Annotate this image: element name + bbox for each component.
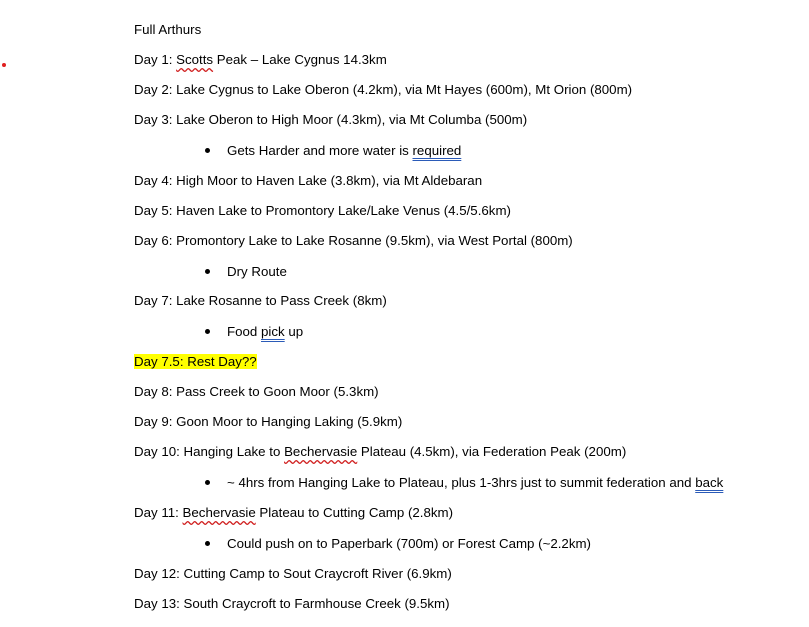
text-run: Day 8: Pass Creek to Goon Moor (5.3km) xyxy=(134,384,379,399)
text-run: Day 3: Lake Oberon to High Moor (4.3km), via Mt Columba (500m) xyxy=(134,112,528,127)
text-run: up xyxy=(284,324,304,339)
line-text xyxy=(227,475,723,490)
line-text xyxy=(134,233,573,248)
text-run: Day 2: Lake Cygnus to Lake Oberon (4.2km), via Mt Hayes (600m), Mt Orion (800m) xyxy=(134,82,633,97)
day-line xyxy=(134,443,626,461)
text-run: Food xyxy=(227,324,262,339)
day-line xyxy=(134,292,387,310)
text-run: Day 9: Goon Moor to Hanging Laking (5.9km) xyxy=(134,414,403,429)
line-text xyxy=(134,414,402,429)
bullet-item xyxy=(205,142,461,160)
text-run: Day 12: Cutting Camp to Sout Craycroft River (6.9km) xyxy=(134,566,452,581)
text-run: Day 7.5: Rest Day?? xyxy=(134,354,257,369)
text-run: Day 11: xyxy=(134,505,183,520)
line-text xyxy=(134,566,452,581)
day-line xyxy=(134,232,573,250)
text-run: Day 4: High Moor to Haven Lake (3.8km), via Mt Aldebaran xyxy=(134,173,483,188)
text-run: ~ 4hrs from Hanging Lake to Plateau, plus 1-3hrs just to summit federation and xyxy=(227,475,696,490)
revision-marker xyxy=(2,63,6,67)
line-text xyxy=(134,173,482,188)
day-line xyxy=(134,595,450,613)
bullet-icon xyxy=(205,480,210,485)
day-line xyxy=(134,202,511,220)
grammar-flag: pick xyxy=(261,324,285,339)
text-run: Day 10: Hanging Lake to xyxy=(134,444,285,459)
line-text xyxy=(134,82,632,97)
line-text xyxy=(227,536,591,551)
spelling-flag: Scotts xyxy=(176,52,214,67)
line-text xyxy=(134,505,453,520)
line-text xyxy=(134,112,527,127)
text-run: Day 1: xyxy=(134,52,177,67)
text-run: Day 5: Haven Lake to Promontory Lake/Lake Venus (4.5/5.6km) xyxy=(134,203,511,218)
bullet-icon xyxy=(205,269,210,274)
text-run: Day 13: South Craycroft to Farmhouse Creek (9.5km) xyxy=(134,596,450,611)
line-text xyxy=(227,324,303,339)
day-line xyxy=(134,172,482,190)
day-line xyxy=(134,504,453,522)
line-text xyxy=(134,384,379,399)
line-text xyxy=(227,264,287,279)
text-run: Peak – Lake Cygnus 14.3km xyxy=(213,52,387,67)
text-run: Plateau to Cutting Camp (2.8km) xyxy=(255,505,454,520)
day-line xyxy=(134,413,402,431)
spelling-flag: Bechervasie xyxy=(284,444,358,459)
grammar-flag: required xyxy=(412,143,462,158)
bullet-item xyxy=(205,535,591,553)
text-run: Gets Harder and more water is xyxy=(227,143,413,158)
day-line xyxy=(134,81,632,99)
bullet-icon xyxy=(205,148,210,153)
bullet-icon xyxy=(205,329,210,334)
day-line xyxy=(134,565,452,583)
grammar-flag: back xyxy=(695,475,724,490)
line-text xyxy=(134,596,450,611)
text-run: Day 7: Lake Rosanne to Pass Creek (8km) xyxy=(134,293,387,308)
bullet-item xyxy=(205,474,723,492)
day-line xyxy=(134,383,379,401)
highlighted-text xyxy=(134,354,257,369)
document-title: Full Arthurs xyxy=(134,22,202,37)
day-line xyxy=(134,111,527,129)
bullet-item xyxy=(205,263,287,281)
day-line xyxy=(134,353,257,371)
line-text xyxy=(134,293,387,308)
line-text xyxy=(134,203,511,218)
bullet-icon xyxy=(205,541,210,546)
bullet-item xyxy=(205,323,303,341)
text-run: Day 6: Promontory Lake to Lake Rosanne (9.5km), via West Portal (800m) xyxy=(134,233,573,248)
day-line xyxy=(134,51,387,69)
text-run: Could push on to Paperbark (700m) or Forest Camp (~2.2km) xyxy=(227,536,591,551)
spelling-flag: Bechervasie xyxy=(182,505,256,520)
line-text xyxy=(134,444,626,459)
line-text xyxy=(134,52,387,67)
text-run: Plateau (4.5km), via Federation Peak (200m) xyxy=(357,444,627,459)
text-run: Dry Route xyxy=(227,264,287,279)
line-text xyxy=(227,143,461,158)
